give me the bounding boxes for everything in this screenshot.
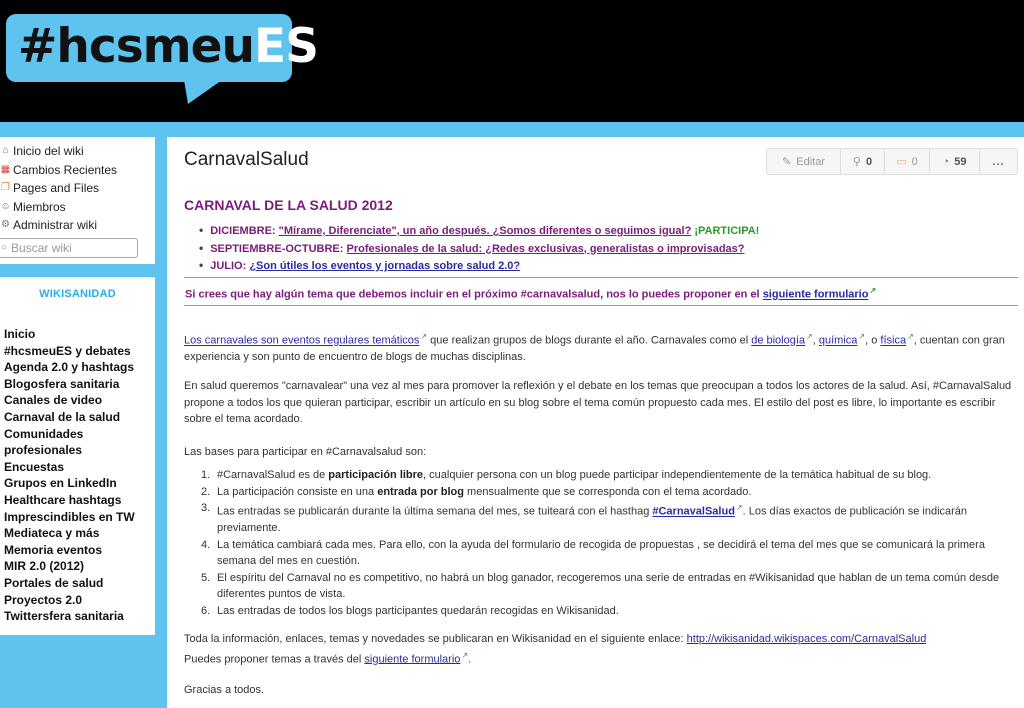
topic-item bbox=[199, 222, 759, 240]
nav-item-label: Pages and Files bbox=[13, 181, 100, 196]
sidebar-link[interactable]: Mediateca y más bbox=[4, 526, 100, 541]
bases-item: 6. Las entradas de todos los blogs participantes quedarán recogidas en Wikisanidad. bbox=[201, 604, 619, 617]
divider bbox=[184, 277, 1018, 278]
nav-item-pages-files[interactable] bbox=[0, 179, 155, 198]
external-link-icon: ↗ bbox=[907, 332, 914, 341]
history-icon: ◔ bbox=[942, 155, 950, 168]
members-icon: ☺ bbox=[0, 200, 11, 212]
comments-button[interactable] bbox=[885, 149, 930, 174]
sidebar-link[interactable]: Twittersfera sanitaria bbox=[4, 609, 124, 624]
calendar-icon: ▦ bbox=[0, 163, 11, 175]
propose2-form-link[interactable]: siguiente formulario bbox=[364, 653, 461, 666]
sidebar-link[interactable]: Comunidades bbox=[4, 426, 84, 441]
wiki-url-link[interactable]: http://wikisanidad.wikispaces.com/CarnavalSalud bbox=[686, 633, 927, 645]
bases-item: 2. La participación consiste en una entrada por blog mensualmente que se corresponda con el tema acordado. bbox=[201, 485, 752, 498]
site-logo[interactable] bbox=[18, 18, 318, 76]
intro-paragraph bbox=[184, 329, 1019, 366]
files-icon: ❐ bbox=[1, 182, 10, 194]
carnaval-heading: CARNAVAL DE LA SALUD 2012 bbox=[184, 197, 393, 213]
carnivals-link[interactable]: Los carnavales son eventos regulares temáticos bbox=[184, 334, 420, 347]
header-banner bbox=[0, 0, 1024, 122]
topic-month: DICIEMBRE: bbox=[210, 225, 276, 237]
nav-item-members[interactable] bbox=[0, 198, 155, 217]
topic-link[interactable]: Profesionales de la salud: ¿Redes exclusivas, generalistas o improvisadas? bbox=[346, 242, 745, 255]
topic-item bbox=[199, 240, 759, 258]
sidebar-link[interactable]: Grupos en LinkedIn bbox=[4, 476, 117, 491]
bases-item: 5. El espíritu del Carnaval no es competitivo, no habrá un blog ganador, recogeremos una serie de entradas en #Wikisanidad que hablan de un tema común desde diferentes puntos de vista. bbox=[201, 571, 1000, 601]
propose-form-link[interactable]: siguiente formulario bbox=[762, 288, 869, 301]
sidebar-title: WIKISANIDAD bbox=[39, 288, 116, 300]
external-link-icon: ↗ bbox=[420, 332, 428, 341]
tag-icon: ⚲ bbox=[852, 156, 861, 168]
bases-text: Las entradas de todos los blogs participantes quedarán recogidas en Wikisanidad. bbox=[217, 604, 619, 617]
bases-text: #CarnavalSalud es de bbox=[217, 469, 329, 481]
bases-text: La participación consiste en una bbox=[217, 485, 378, 498]
bases-bold: entrada por blog bbox=[377, 485, 464, 498]
search-wiki-input[interactable] bbox=[0, 238, 138, 258]
nav-item-label: Cambios Recientes bbox=[13, 162, 118, 177]
sidebar-link[interactable]: Memoria eventos bbox=[4, 542, 103, 557]
external-link-icon: ↗ bbox=[869, 286, 877, 295]
topic-item bbox=[199, 257, 759, 275]
logo-text-accent: ES bbox=[254, 19, 318, 74]
bases-text: . Los días exactos de publicación se indicarán previamente. bbox=[217, 505, 968, 535]
comments-count: 0 bbox=[911, 155, 918, 168]
topic-link[interactable]: "Mírame, Diferenciate", un año después. ¿Somos diferentes o seguimos igual? bbox=[278, 225, 692, 237]
sidebar-link[interactable]: MIR 2.0 (2012) bbox=[4, 559, 85, 574]
sidebar-link[interactable]: Proyectos 2.0 bbox=[4, 592, 83, 607]
external-link-icon: ↗ bbox=[858, 332, 866, 341]
sidebar-link[interactable]: Carnaval de la salud bbox=[4, 409, 121, 424]
nav-item-label: Miembros bbox=[13, 199, 66, 214]
topic-link[interactable]: ¿Son útiles los eventos y jornadas sobre salud 2.0? bbox=[249, 260, 521, 272]
propose-text: Si crees que hay algún tema que debemos incluir en el próximo #carnavalsalud, nos lo puedes proponer en el bbox=[185, 288, 760, 301]
sidebar-link[interactable]: Encuestas bbox=[4, 459, 65, 474]
main-content bbox=[167, 137, 1024, 708]
bases-item: 3. Las entradas se publicarán durante la última semana del mes, se tuiteará con el hasthag #CarnavalSalud↗. Los días exactos de publicación se indicarán previamente. bbox=[201, 502, 968, 535]
sidebar-link[interactable]: #hcsmeuES y debates bbox=[4, 343, 131, 358]
bases-text: La temática cambiará cada mes. Para ello, con la ayuda del formulario de recogida de propuestas , se decidirá el tema del mes que se comunicará la primera semana del mes en cuestión. bbox=[217, 538, 985, 568]
history-button[interactable] bbox=[930, 149, 980, 174]
comment-icon: ▭ bbox=[896, 156, 907, 168]
bases-text: mensualmente que se corresponda con el tema acordado. bbox=[464, 485, 752, 498]
purpose-paragraph: En salud queremos "carnavalear" una vez al mes para promover la reflexión y el debate en los temas que preocupan a todos los actores de la salud. Así, #CarnavalSalud propone a todos los que quieran participar, escribir un artículo en su blog sobre el tema común propuesto cada mes. El estilo del post es libre, lo importante es escribir sobre el tema acordado. bbox=[184, 380, 1012, 425]
intro-text: , cuentan con gran experiencia y son punto de encuentro de blogs de muchas disciplinas. bbox=[184, 334, 1005, 364]
sidebar-link[interactable]: Portales de salud bbox=[4, 575, 104, 590]
topics-list bbox=[199, 222, 759, 275]
more-button[interactable] bbox=[980, 149, 1017, 174]
pencil-icon: ✎ bbox=[782, 156, 792, 168]
intro-text: que realizan grupos de blogs durante el año. Carnavales como el bbox=[427, 334, 752, 347]
bases-bold: participación libre bbox=[328, 469, 424, 481]
nav-item-home[interactable] bbox=[0, 142, 155, 161]
sidebar-link[interactable]: profesionales bbox=[4, 443, 83, 458]
search-icon: ○ bbox=[1, 242, 8, 253]
intro-text: , o bbox=[865, 334, 881, 347]
info-text: Toda la información, enlaces, temas y novedades se publicaran en Wikisanidad en el siguiente enlace: bbox=[184, 633, 687, 645]
bases-intro: Las bases para participar en #Carnavalsalud son: bbox=[184, 446, 427, 458]
nav-item-recent-changes[interactable] bbox=[0, 161, 155, 180]
search-placeholder: Buscar wiki bbox=[11, 240, 72, 255]
sidebar-link[interactable]: Agenda 2.0 y hashtags bbox=[4, 360, 135, 375]
tags-button[interactable] bbox=[841, 149, 885, 174]
propose-line bbox=[185, 286, 876, 301]
hashtag-link[interactable]: #CarnavalSalud bbox=[652, 505, 735, 518]
nav-item-label: Administrar wiki bbox=[13, 218, 98, 233]
bases-text: Las entradas se publicarán durante la última semana del mes, se tuiteará con el hasthag bbox=[217, 505, 653, 518]
bases-list bbox=[201, 467, 1017, 619]
intro-text: , bbox=[812, 334, 819, 347]
propose2-text: Puedes proponer temas a través del bbox=[184, 653, 365, 666]
page-toolbar bbox=[766, 148, 1018, 175]
more-label: ... bbox=[992, 155, 1005, 168]
sidebar-link[interactable]: Blogosfera sanitaria bbox=[4, 376, 120, 391]
biology-link[interactable]: de biología bbox=[751, 334, 806, 347]
topic-month: JULIO: bbox=[210, 260, 247, 272]
divider bbox=[184, 305, 1018, 306]
logo-bubble-tail bbox=[184, 80, 222, 104]
home-icon: ⌂ bbox=[2, 145, 9, 157]
logo-text-main: #hcsmeu bbox=[18, 19, 254, 74]
wiki-nav-panel bbox=[0, 137, 155, 264]
sidebar-link[interactable]: Canales de video bbox=[4, 393, 103, 408]
bases-item: 4. La temática cambiará cada mes. Para ello, con la ayuda del formulario de recogida de propuestas , se decidirá el tema del mes que se comunicará la primera semana del mes en cuestión. bbox=[201, 538, 985, 568]
edit-button[interactable] bbox=[767, 149, 841, 174]
topic-extra: ¡PARTICIPA! bbox=[694, 225, 760, 237]
nav-item-manage-wiki[interactable] bbox=[0, 216, 155, 235]
sidebar-link[interactable]: Healthcare hashtags bbox=[4, 492, 122, 507]
bases-text: El espíritu del Carnaval no es competitivo, no habrá un blog ganador, recogeremos una serie de entradas en #Wikisanidad que hablan de un tema común desde diferentes puntos de vista. bbox=[217, 571, 1000, 601]
bases-item: 1. #CarnavalSalud es de participación libre, cualquier persona con un blog puede participar independientemente de la temática habitual de su blog. bbox=[201, 469, 932, 481]
nav-item-label: Inicio del wiki bbox=[13, 144, 84, 159]
external-link-icon: ↗ bbox=[735, 503, 743, 512]
topic-month: SEPTIEMBRE-OCTUBRE: bbox=[210, 242, 344, 255]
info-paragraph: Toda la información, enlaces, temas y novedades se publicaran en Wikisanidad en el siguiente enlace: http://wikisanidad.wikispaces.com/CarnavalSalud Puedes proponer temas a través del siguiente formulario↗. bbox=[184, 633, 927, 666]
edit-label: Editar bbox=[796, 155, 825, 168]
sidebar-link[interactable]: Imprescindibles en TW bbox=[4, 509, 135, 524]
sidebar-link[interactable]: Inicio bbox=[4, 327, 36, 341]
history-count: 59 bbox=[954, 155, 967, 168]
external-link-icon: ↗ bbox=[806, 332, 813, 341]
physics-link[interactable]: física bbox=[880, 334, 907, 347]
chemistry-link[interactable]: química bbox=[818, 334, 858, 347]
bases-text: , cualquier persona con un blog puede participar independientemente de la temática habitual de su blog. bbox=[423, 469, 932, 481]
external-link-icon: ↗ bbox=[461, 650, 469, 660]
sidebar-wikisanidad bbox=[0, 277, 155, 635]
tags-count: 0 bbox=[865, 155, 873, 168]
page-title: CarnavalSalud bbox=[184, 149, 309, 170]
gear-icon: ⚙ bbox=[1, 219, 10, 231]
thanks-text: Gracias a todos. bbox=[184, 684, 265, 696]
